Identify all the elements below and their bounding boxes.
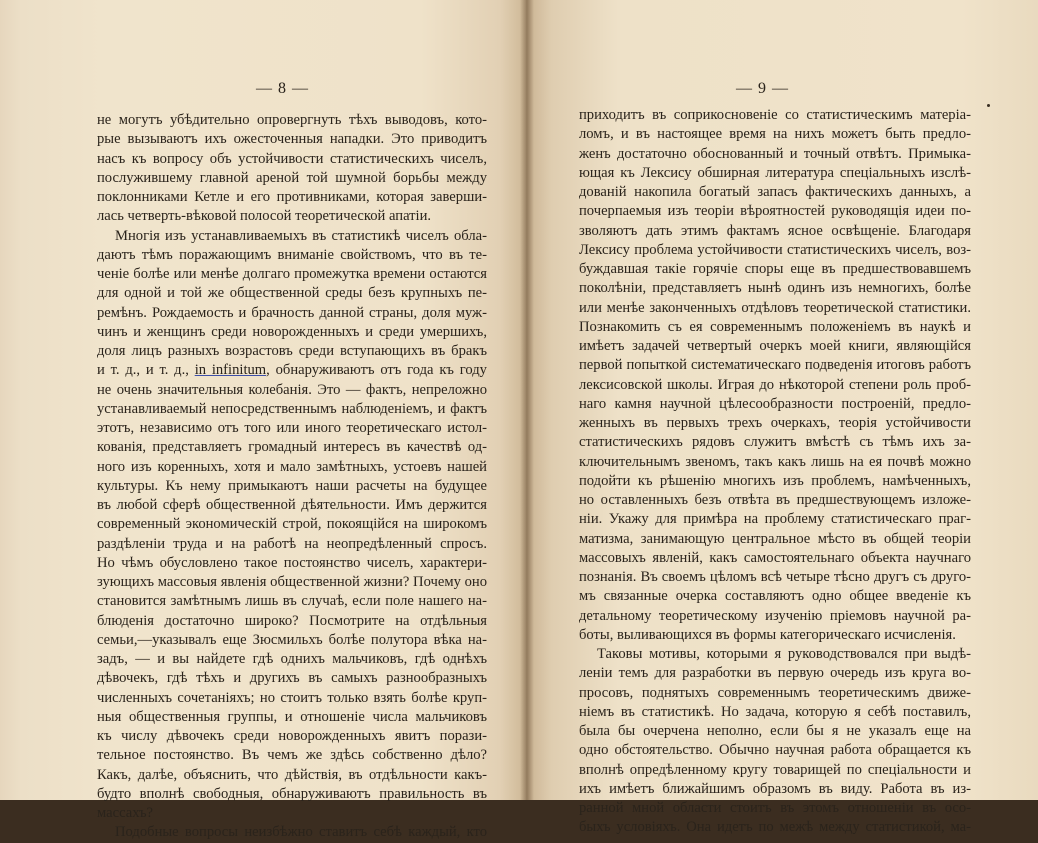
text-line: ніемъ въ статистикѣ. Но задача, которую я себѣ поставилъ, bbox=[579, 703, 971, 720]
book-gutter bbox=[520, 0, 534, 800]
text-line: женъ достаточно обоснованный и точный отвѣтъ. Примыка- bbox=[579, 145, 971, 162]
text-line: женныхъ въ первыхъ трехъ очеркахъ, теорія устойчивости bbox=[579, 415, 971, 431]
text-line: ніи. Укажу для примѣра на проблему статистическаго праг- bbox=[579, 511, 971, 528]
text-line: современный экономическій строй, покоящійся на широкомъ bbox=[97, 516, 487, 533]
text-line: но оставленныхъ безъ отвѣта въ предшествующемъ изложе- bbox=[579, 492, 971, 508]
text-line: ющая къ Лексису обширная литература спеціальныхъ изслѣ- bbox=[579, 164, 971, 181]
text-line: зующихъ массовыя явленія общественной жизни? Почему оно bbox=[97, 574, 487, 590]
text-line: быхъ условіяхъ. Она идетъ по межѣ между статистикой, ма- bbox=[579, 819, 971, 836]
text-line: кованія, представляетъ громадный интересъ въ качествѣ од- bbox=[97, 439, 487, 456]
text-line: для одной и той же общественной среды безъ крупныхъ пе- bbox=[97, 285, 487, 302]
text-line: семьи,—указывалъ еще Зюсмильхъ болѣе полутора вѣка на- bbox=[97, 631, 487, 648]
text-line: становится замѣтнымъ лишь въ случаѣ, если поле нашего на- bbox=[97, 593, 487, 610]
text-line: ченіе болѣе или менѣе долгаго промежутка времени остаются bbox=[97, 266, 487, 282]
text-line: статистическихъ рядовъ служитъ вмѣстѣ съ тѣмъ ихъ за- bbox=[579, 434, 971, 451]
text-line: Но чѣмъ обусловлено такое постоянство чиселъ, характери- bbox=[97, 554, 487, 571]
text-line: поклонниками Кетле и его противниками, которая заверши- bbox=[97, 189, 487, 205]
text-line: послужившему главной ареной той шумной борьбы между bbox=[97, 169, 487, 186]
text-line: Таковы мотивы, которыми я руководствовался при выдѣ- bbox=[597, 646, 971, 662]
text-line: массовыхъ явленій, какъ самостоятельнаго объекта научнаго bbox=[579, 549, 971, 566]
page-number-right: — 9 — bbox=[736, 80, 789, 97]
text-line: лась четверть-вѣковой полосой теоретической апатіи. bbox=[97, 208, 432, 225]
text-line: массахъ? bbox=[97, 805, 153, 821]
text-line: ремѣнъ. Рождаемость и брачность данной страны, доля муж- bbox=[97, 304, 487, 321]
text-line: блюденія достаточно широко? Посмотрите на отдѣльныя bbox=[97, 612, 487, 629]
text-line: познанія. Въ своемъ цѣломъ всѣ четыре тѣсно другъ съ друго- bbox=[579, 569, 971, 585]
text-line: ключительнымъ звеномъ, такъ какъ лишь на ея почвѣ можно bbox=[579, 453, 971, 470]
text-line: чинъ и женщинъ среди новорожденныхъ и среди умершихъ, bbox=[97, 323, 487, 340]
text-line: численныхъ сочетаніяхъ; но стоитъ только взять болѣе круп- bbox=[97, 689, 487, 706]
text-line: имѣетъ задачей четвертый очеркъ моей книги, являющійся bbox=[579, 338, 971, 354]
text-line: ихъ имѣетъ ближайшимъ образомъ въ виду. Работа въ из- bbox=[579, 780, 971, 797]
text-line: культуры. Къ нему примыкаютъ наши расчеты на будущее bbox=[97, 477, 487, 494]
text-line: матизма, занимающую центральное мѣсто въ общей теоріи bbox=[579, 530, 971, 547]
text-line: доля лицъ разныхъ возрастовъ среди вступающихъ въ бракъ bbox=[97, 343, 487, 359]
text-line: лексисовской школы. Играя до нѣкоторой степени роль проб- bbox=[579, 376, 971, 393]
text-line: просовъ, поднятыхъ современнымъ теоретическимъ движе- bbox=[579, 684, 971, 701]
text-line: ного изъ коренныхъ, хотя и мало замѣтныхъ, устоевъ нашей bbox=[97, 458, 487, 475]
text-line: ранной мной области стоитъ въ этомъ отношеніи въ осо- bbox=[579, 800, 971, 816]
text-line: устанавливаемый непосредственнымъ наблюденіемъ, и фактъ bbox=[97, 400, 487, 417]
text-line: дованій накопила богатый запасъ фактическихъ данныхъ, а bbox=[579, 184, 971, 200]
text-line: къ числу дѣвочекъ среди новорожденныхъ явитъ порази- bbox=[97, 728, 487, 744]
text-line: насъ къ вопросу объ устойчивости статистическихъ чиселъ, bbox=[97, 150, 487, 167]
text-line: мъ связанные очерка составляютъ одно общее введеніе къ bbox=[579, 588, 971, 605]
text-line: зволяютъ дать этимъ фактамъ ясное освѣщеніе. Благодаря bbox=[579, 222, 971, 239]
text-line: не очень значительныя колебанія. Это — фактъ, непреложно bbox=[97, 381, 487, 398]
text-line: буждавшая такіе горячіе споры еще въ предшествовавшемъ bbox=[579, 261, 971, 277]
text-line: раздѣленіи труда и на работѣ на неопредѣленный спросъ. bbox=[97, 535, 487, 552]
right-page-body bbox=[579, 106, 971, 838]
text-line: задъ, — и вы найдете гдѣ однихъ мальчиковъ, гдѣ однѣхъ bbox=[97, 651, 487, 667]
right-page bbox=[526, 0, 1038, 836]
text-line: первой попыткой систематическаго подведенія итоговъ работъ bbox=[579, 357, 971, 374]
text-line: Подобные вопросы неизбѣжно ставитъ себѣ каждый, кто bbox=[115, 824, 487, 841]
text-line: одно обстоятельство. Обычно научная работа обращается къ bbox=[579, 742, 971, 759]
text-line: рые вызываютъ ихъ ожесточенныя нападки. Это приводитъ bbox=[97, 131, 487, 148]
text-line: Лексису проблема устойчивости статистическихъ чиселъ, воз- bbox=[579, 241, 971, 258]
underlined-phrase: in infinitum bbox=[194, 362, 267, 379]
text-line: поколѣніи, представляетъ нынѣ одинъ изъ немногихъ, болѣе bbox=[579, 280, 971, 297]
text-line: тельное постоянство. Въ чемъ же здѣсь собственно дѣло? bbox=[97, 747, 487, 764]
text-line: детальному теоретическому изученію пріемовъ научной ра- bbox=[579, 607, 971, 624]
text-line: Какъ, далѣе, объяснить, что дѣйствія, въ отдѣльности какъ- bbox=[97, 766, 487, 783]
text-line: не могутъ убѣдительно опровергнуть тѣхъ выводовъ, кото- bbox=[97, 112, 487, 128]
text-line: даютъ тѣмъ поражающимъ вниманіе свойствомъ, что въ те- bbox=[97, 246, 487, 263]
text-line: приходитъ въ соприкосновеніе со статистическимъ матеріа- bbox=[579, 107, 971, 123]
text-line: подойти къ рѣшенію многихъ изъ проблемъ, намѣченныхъ, bbox=[579, 472, 971, 489]
text-line: и т. д., и т. д., in infinitum, обнаруживаютъ отъ года къ году bbox=[97, 362, 487, 379]
text-line: наго камня научной цѣлесообразности построеній, предло- bbox=[579, 395, 971, 412]
text-line: дѣвочекъ, гдѣ тѣхъ и другихъ въ самыхъ разнообразныхъ bbox=[97, 670, 487, 687]
text-line: или менѣе законченныхъ отдѣловъ теоретической статистики. bbox=[579, 299, 971, 316]
left-page-body bbox=[97, 111, 487, 843]
text-line: ныя общественныя группы, и отношеніе числа мальчиковъ bbox=[97, 708, 487, 725]
text-line: ломъ, и въ настоящее время на нихъ можетъ быть предло- bbox=[579, 126, 971, 143]
text-line: почерпаемыя изъ теоріи вѣроятностей руководящія идеи по- bbox=[579, 203, 971, 220]
text-line: Познакомить съ ея современнымъ положеніемъ въ наукѣ и bbox=[579, 318, 971, 335]
text-line: будто вполнѣ свободныя, обнаруживаютъ правильность въ bbox=[97, 785, 487, 802]
page-number-left: — 8 — bbox=[256, 80, 309, 97]
text-line: Многія изъ устанавливаемыхъ въ статистикѣ чиселъ обла- bbox=[115, 227, 487, 244]
text-line: была бы очерчена неполно, если бы я не указалъ еще на bbox=[579, 723, 971, 739]
paper-speck bbox=[987, 104, 990, 107]
text-line: боты, выливающихся въ формы категорическаго исчисленія. bbox=[579, 626, 956, 643]
text-line: вполнѣ опредѣленному кругу товарищей по спеціальности и bbox=[579, 761, 971, 778]
text-line: леніи темъ для разработки въ первую очередь изъ круга во- bbox=[579, 665, 971, 682]
text-line: въ любой сферѣ общественной дѣятельности. Имъ держится bbox=[97, 497, 487, 513]
text-line: этотъ, независимо отъ того или иного теоретическаго истол- bbox=[97, 420, 487, 436]
